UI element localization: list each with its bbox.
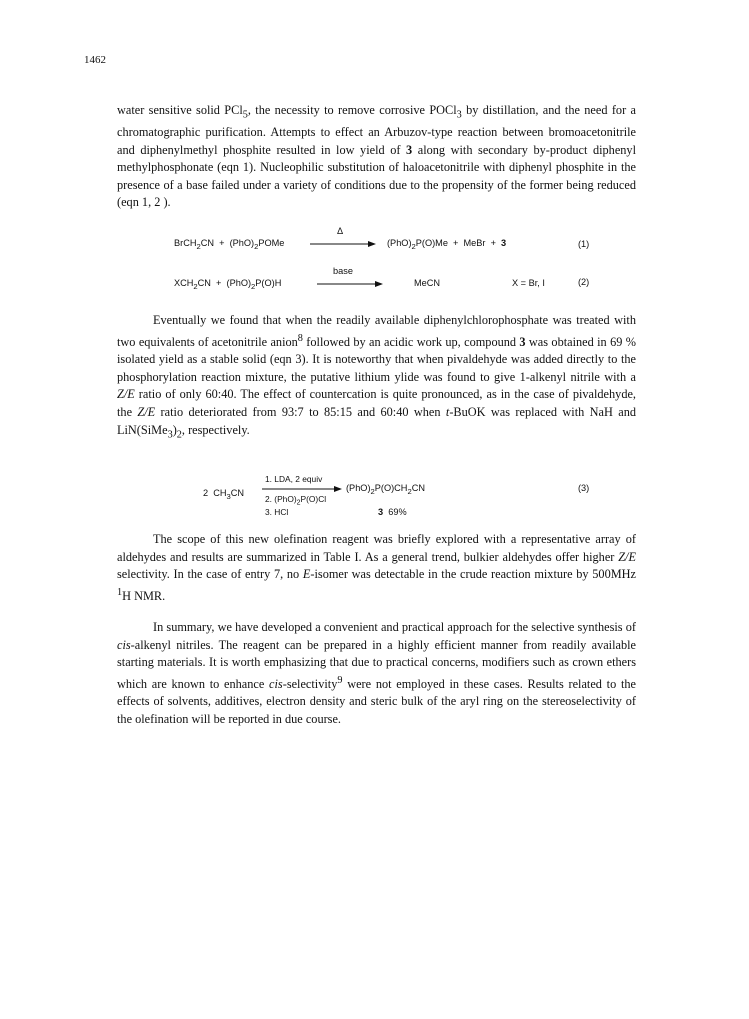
eq1-condition: Δ xyxy=(337,226,344,236)
eq3-condition-2: 2. $(PhO)_2P(O)Cl$ xyxy=(265,494,327,507)
eq1-reactants: BrCH$_2$CN + $(PhO)_2POMe$ xyxy=(174,238,285,251)
eq2-reactants: $XCH_2CN + (PhO)_2P(O)H$ xyxy=(174,278,282,291)
eq2-condition: base xyxy=(333,266,353,276)
eq2-arrow xyxy=(317,279,383,289)
eq3-yield: 3 69% xyxy=(378,507,407,517)
eq2-number: (2) xyxy=(578,277,590,287)
eq3-reactants: 2 $CH_3CN$ xyxy=(203,488,245,501)
eq3-products: $(PhO)_2P(O)CH_2CN$ xyxy=(346,483,425,496)
eq3-condition-1: 1. LDA, 2 equiv xyxy=(265,474,323,484)
eq3-number: (3) xyxy=(578,483,590,493)
eq1-number: (1) xyxy=(578,239,590,249)
eq2-products: MeCN xyxy=(414,278,441,288)
eq3-condition-3: 3. HCl xyxy=(265,507,289,517)
eq3-arrow xyxy=(262,484,342,494)
page-number: 1462 xyxy=(84,54,106,66)
paragraph-2: Eventually we found that when the readily available diphenylchlorophosphate was treated with two equivalents of acetonitrile anion$^8$ followed by an acidic work up, compound 3 was obtained in 69 % isolated yield as a stable solid (eqn 3). It is noteworthy that when pivaldehyde was added directly to the phosphorylation reaction mixture, the putative lithium ylide was found to give 1-alkenyl nitrile with a Z/E ratio of only 60:40. The effect of countercation is quite pronounced, as in the case of pivaldehyde, the Z/E ratio deteriorated from 93:7 to 85:15 and 60:40 when t-BuOK was replaced with NaH and $LiN(SiMe_3)_2$, respectively. xyxy=(117,313,636,441)
paragraph-1: water sensitive solid PCl$_5$, the necessity to remove corrosive POCl$_3$ by distillation, and the need for a chromatographic purification. Attempts to effect an Arbuzov-type reaction between bromoacetonitrile and diphenylmethyl phosphite resulted in low yield of 3 along with secondary by-product diphenyl methylphosphonate (eqn 1). Nucleophilic substitution of haloacetonitrile with diphenyl phosphite in the presence of a base failed under a variety of conditions due to the propensity of the former being reduced (eqn 1, 2 ). xyxy=(117,103,636,210)
eq1-products: $(PhO)_2P(O)Me$ + MeBr + 3 xyxy=(387,238,507,251)
paragraph-4: In summary, we have developed a convenient and practical approach for the selective synthesis of cis-alkenyl nitriles. The reagent can be prepared in a highly efficient manner from readily available starting materials. It is worth emphasizing that due to practical concerns, modifiers such as crown ethers which are known to enhance cis-selectivity$^9$ were not employed in these cases. Results related to the effects of solvents, additives, electron density and steric bulk of the aryl ring on the stereoselectivity of the olefination will be reported in due course. xyxy=(117,620,636,727)
paragraph-3: The scope of this new olefination reagent was briefly explored with a representative array of aldehydes and results are summarized in Table I. As a general trend, bulkier aldehydes offer higher Z/E selectivity. In the case of entry 7, no E-isomer was detectable in the crude reaction mixture by 500MHz $^1$H NMR. xyxy=(117,532,636,603)
eq1-arrow xyxy=(310,239,376,249)
eq2-note: X = Br, I xyxy=(512,278,545,288)
